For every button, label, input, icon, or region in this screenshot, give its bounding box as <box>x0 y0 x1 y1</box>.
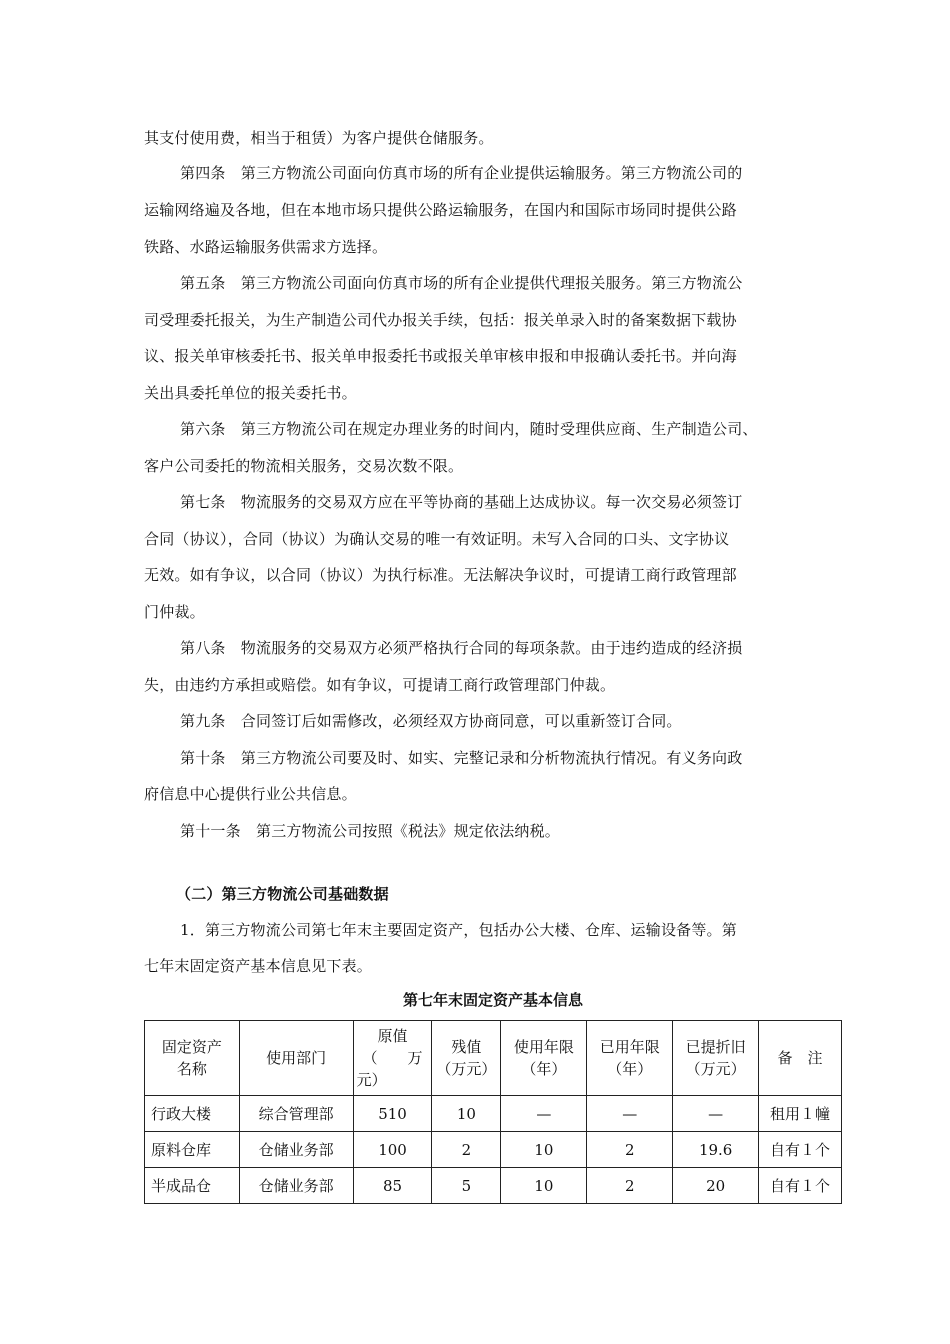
cell-department: 仓储业务部 <box>239 1132 353 1168</box>
cell-original-value: 510 <box>353 1096 432 1132</box>
header-original-value: 原值 （ 万 元） <box>353 1021 432 1096</box>
paragraph-line: 其支付使用费，相当于租赁）为客户提供仓储服务。 <box>144 129 494 147</box>
cell-depreciation: 20 <box>673 1168 759 1204</box>
fixed-assets-table <box>144 1020 842 1204</box>
cell-asset-name: 行政大楼 <box>145 1096 240 1132</box>
cell-department: 综合管理部 <box>239 1096 353 1132</box>
paragraph-line: 运输网络遍及各地，但在本地市场只提供公路运输服务，在国内和国际市场同时提供公路 <box>144 201 737 219</box>
cell-note: 自有１个 <box>759 1132 842 1168</box>
table-row <box>145 1168 842 1204</box>
cell-asset-name: 半成品仓 <box>145 1168 240 1204</box>
article-10-line: 第十条 第三方物流公司要及时、如实、完整记录和分析物流执行情况。有义务向政 <box>180 749 743 767</box>
article-8-line: 第八条 物流服务的交易双方必须严格执行合同的每项条款。由于违约造成的经济损 <box>180 639 743 657</box>
cell-useful-life: 10 <box>501 1132 587 1168</box>
article-5-line: 第五条 第三方物流公司面向仿真市场的所有企业提供代理报关服务。第三方物流公 <box>180 274 743 292</box>
cell-used-years: 2 <box>587 1168 673 1204</box>
cell-original-value: 100 <box>353 1132 432 1168</box>
paragraph-line: 客户公司委托的物流相关服务，交易次数不限。 <box>144 457 464 475</box>
paragraph-line: 无效。如有争议，以合同（协议）为执行标准。无法解决争议时，可提请工商行政管理部 <box>144 566 737 584</box>
header-useful-life: 使用年限 （年） <box>501 1021 587 1096</box>
cell-residual-value: 2 <box>432 1132 501 1168</box>
section-intro-line: 七年末固定资产基本信息见下表。 <box>144 957 373 975</box>
paragraph-line: 铁路、水路运输服务供需求方选择。 <box>144 238 388 256</box>
article-7-line: 第七条 物流服务的交易双方应在平等协商的基础上达成协议。每一次交易必须签订 <box>180 493 743 511</box>
header-asset-name: 固定资产 名称 <box>145 1021 240 1096</box>
article-4-line: 第四条 第三方物流公司面向仿真市场的所有企业提供运输服务。第三方物流公司的 <box>180 164 743 182</box>
cell-depreciation: — <box>673 1096 759 1132</box>
cell-depreciation: 19.6 <box>673 1132 759 1168</box>
cell-used-years: 2 <box>587 1132 673 1168</box>
table-header-row <box>145 1021 842 1096</box>
header-depreciation: 已提折旧 （万元） <box>673 1021 759 1096</box>
table-title: 第七年末固定资产基本信息 <box>402 991 583 1009</box>
cell-department: 仓储业务部 <box>239 1168 353 1204</box>
header-residual-value: 残值 （万元） <box>432 1021 501 1096</box>
paragraph-line: 失，由违约方承担或赔偿。如有争议，可提请工商行政管理部门仲裁。 <box>144 676 616 694</box>
paragraph-line: 门仲裁。 <box>144 603 205 621</box>
cell-note: 自有１个 <box>759 1168 842 1204</box>
cell-useful-life: — <box>501 1096 587 1132</box>
cell-useful-life: 10 <box>501 1168 587 1204</box>
article-6-line: 第六条 第三方物流公司在规定办理业务的时间内，随时受理供应商、生产制造公司、 <box>180 420 758 438</box>
header-note: 备 注 <box>759 1021 842 1096</box>
cell-residual-value: 10 <box>432 1096 501 1132</box>
section-heading: （二）第三方物流公司基础数据 <box>176 885 389 903</box>
paragraph-line: 司受理委托报关，为生产制造公司代办报关手续，包括：报关单录入时的备案数据下载协 <box>144 311 737 329</box>
table-row <box>145 1132 842 1168</box>
cell-original-value: 85 <box>353 1168 432 1204</box>
cell-residual-value: 5 <box>432 1168 501 1204</box>
paragraph-line: 合同（协议），合同（协议）为确认交易的唯一有效证明。未写入合同的口头、文字协议 <box>144 530 730 548</box>
header-used-years: 已用年限 （年） <box>587 1021 673 1096</box>
article-9-line: 第九条 合同签订后如需修改，必须经双方协商同意，可以重新签订合同。 <box>180 712 682 730</box>
section-intro-line: 1．第三方物流公司第七年末主要固定资产，包括办公大楼、仓库、运输设备等。第 <box>180 921 737 939</box>
paragraph-line: 议、报关单审核委托书、报关单申报委托书或报关单审核申报和申报确认委托书。并向海 <box>144 347 737 365</box>
header-department: 使用部门 <box>239 1021 353 1096</box>
paragraph-line: 府信息中心提供行业公共信息。 <box>144 785 357 803</box>
cell-asset-name: 原料仓库 <box>145 1132 240 1168</box>
cell-note: 租用１幢 <box>759 1096 842 1132</box>
paragraph-line: 关出具委托单位的报关委托书。 <box>144 384 357 402</box>
article-11-line: 第十一条 第三方物流公司按照《税法》规定依法纳税。 <box>180 822 561 840</box>
table-row <box>145 1096 842 1132</box>
cell-used-years: — <box>587 1096 673 1132</box>
